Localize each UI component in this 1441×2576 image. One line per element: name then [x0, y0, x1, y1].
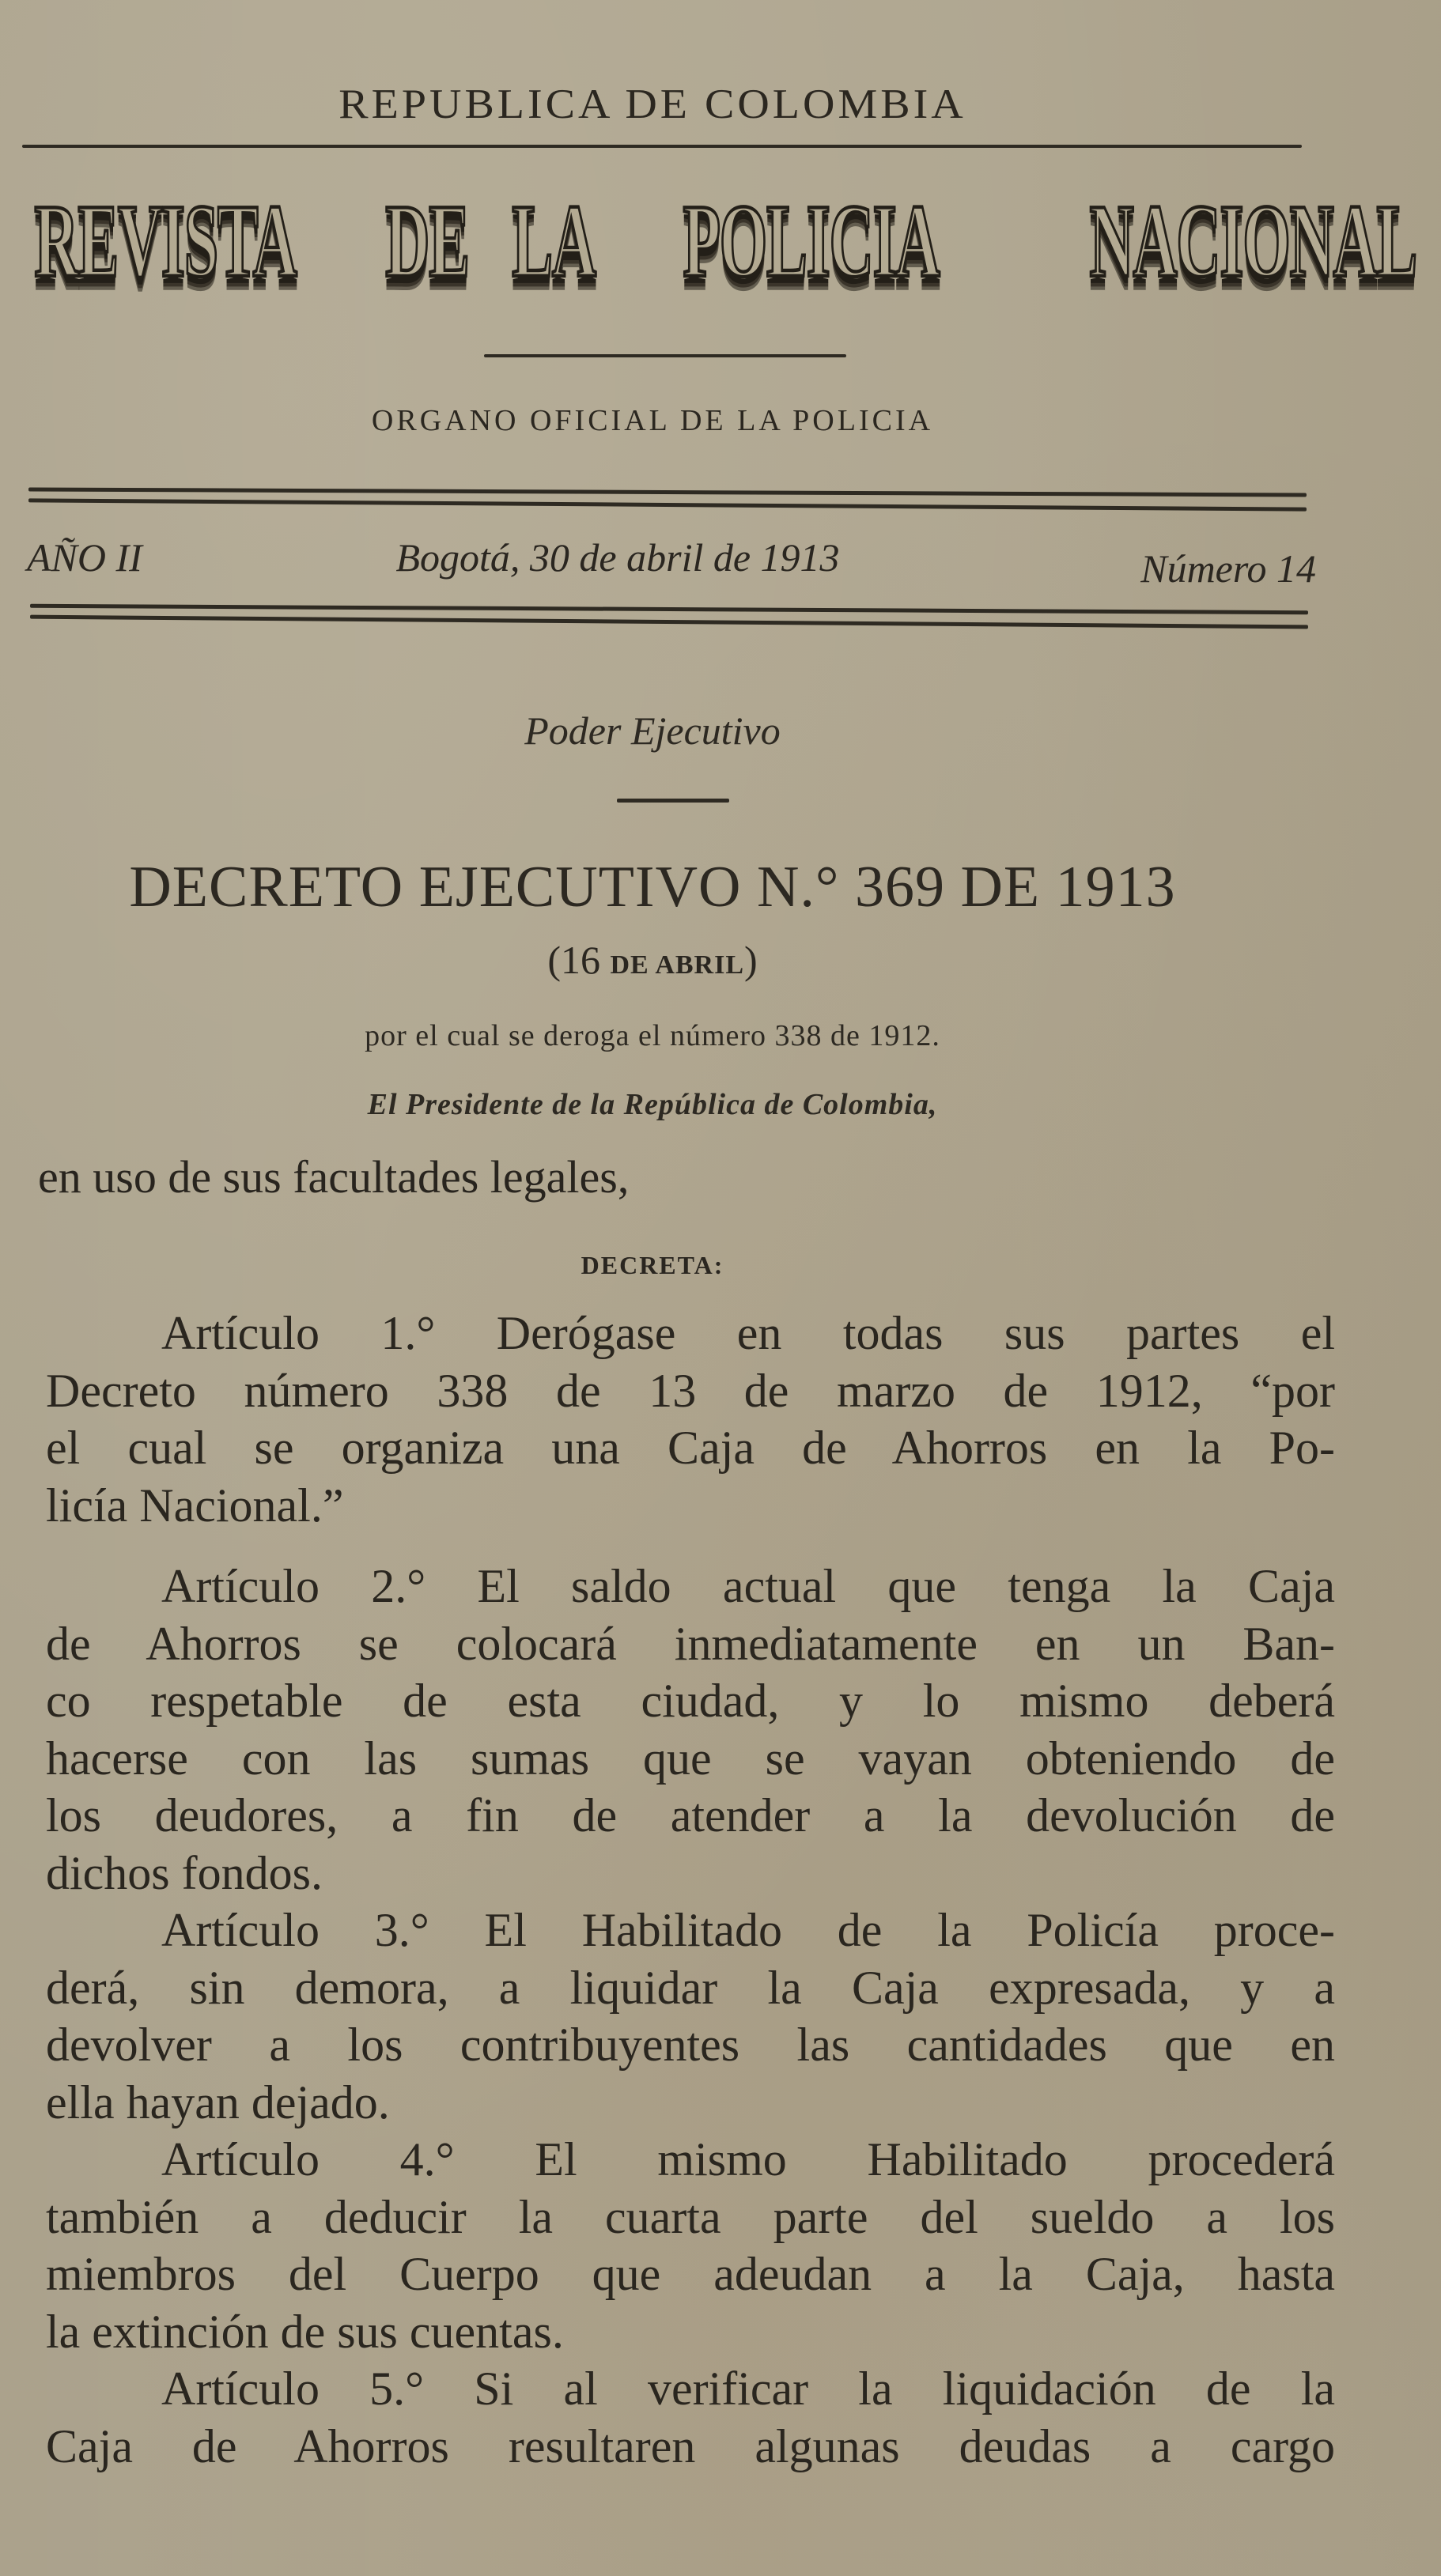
- section-heading: Poder Ejecutivo: [524, 708, 781, 753]
- article-line: Artículo 2.° El saldo actual que tenga la Caja: [161, 1560, 1335, 1612]
- masthead-word: POLICIA: [683, 183, 940, 299]
- masthead-word: LA: [511, 183, 596, 299]
- masthead-word: NACIONAL: [1089, 183, 1416, 299]
- double-rule-top-1: [28, 487, 1307, 497]
- section-short-rule: [617, 799, 729, 803]
- country-header: REPUBLICA DE COLOMBIA: [339, 81, 966, 128]
- article-line: los deudores, a fin de atender a la devolución de: [46, 1789, 1335, 1841]
- article-line: miembros del Cuerpo que adeudan a la Caja, hasta: [46, 2248, 1335, 2300]
- decree-preamble: en uso de sus facultades legales,: [38, 1151, 630, 1203]
- article-line: el cual se organiza una Caja de Ahorros en la Po-: [46, 1422, 1335, 1474]
- double-rule-top-2: [28, 498, 1307, 511]
- article-line: Artículo 1.° Derógase en todas sus partes el: [161, 1307, 1335, 1359]
- article-3: [46, 1902, 1335, 2131]
- header-rule: [22, 145, 1302, 148]
- article-line: devolver a los contribuyentes las cantidades que en: [46, 2019, 1335, 2071]
- decree-issuer: El Presidente de la República de Colombia,: [367, 1088, 938, 1121]
- article-line: Caja de Ahorros resultaren algunas deudas a cargo: [46, 2419, 1335, 2472]
- article-line: también a deducir la cuarta parte del sueldo a los: [46, 2190, 1335, 2243]
- issue-place-date: Bogotá, 30 de abril de 1913: [395, 535, 840, 580]
- masthead-word: DE: [385, 183, 469, 299]
- masthead-title: [14, 183, 1416, 299]
- article-4: [46, 2131, 1335, 2360]
- article-line: de Ahorros se colocará inmediatamente en un Ban-: [46, 1617, 1335, 1670]
- article-line: Decreto número 338 de 13 de marzo de 1912, “por: [46, 1364, 1335, 1417]
- article-line: Artículo 5.° Si al verificar la liquidación de la: [161, 2363, 1335, 2415]
- masthead-short-rule: [484, 354, 846, 357]
- article-line: derá, sin demora, a liquidar la Caja expresada, y a: [46, 1961, 1335, 2014]
- article-line: Artículo 4.° El mismo Habilitado procederá: [161, 2133, 1335, 2185]
- decree-date-close: ): [744, 938, 758, 982]
- article-line: hacerse con las sumas que se vayan obteniendo de: [46, 1732, 1335, 1785]
- decree-subject: por el cual se deroga el número 338 de 1912.: [365, 1019, 940, 1052]
- masthead-word: REVISTA: [34, 183, 297, 299]
- article-2: [46, 1558, 1335, 1902]
- article-5: [46, 2360, 1335, 2475]
- decree-date-open: (16: [547, 938, 611, 982]
- article-line: ella hayan dejado.: [46, 2076, 390, 2128]
- issue-number: Número 14: [1140, 546, 1316, 591]
- double-rule-bottom-2: [30, 615, 1308, 629]
- double-rule-bottom-1: [30, 604, 1308, 614]
- decreta-heading: DECRETA:: [581, 1251, 724, 1279]
- issue-year: AÑO II: [27, 535, 142, 580]
- article-line: la extinción de sus cuentas.: [46, 2305, 564, 2358]
- decree-date-month: DE ABRIL: [610, 950, 745, 980]
- decree-title: DECRETO EJECUTIVO N.° 369 DE 1913: [129, 855, 1176, 920]
- article-line: licía Nacional.”: [46, 1479, 344, 1532]
- decree-date: [0, 937, 1305, 983]
- articles-body: [46, 1305, 1335, 2475]
- article-line: co respetable de esta ciudad, y lo mismo deberá: [46, 1675, 1335, 1727]
- article-line: dichos fondos.: [46, 1846, 323, 1899]
- issue-dateline: [27, 534, 1316, 591]
- masthead-subtitle: ORGANO OFICIAL DE LA POLICIA: [371, 404, 934, 437]
- article-1: [46, 1305, 1335, 1534]
- article-line: Artículo 3.° El Habilitado de la Policía proce-: [161, 1904, 1335, 1956]
